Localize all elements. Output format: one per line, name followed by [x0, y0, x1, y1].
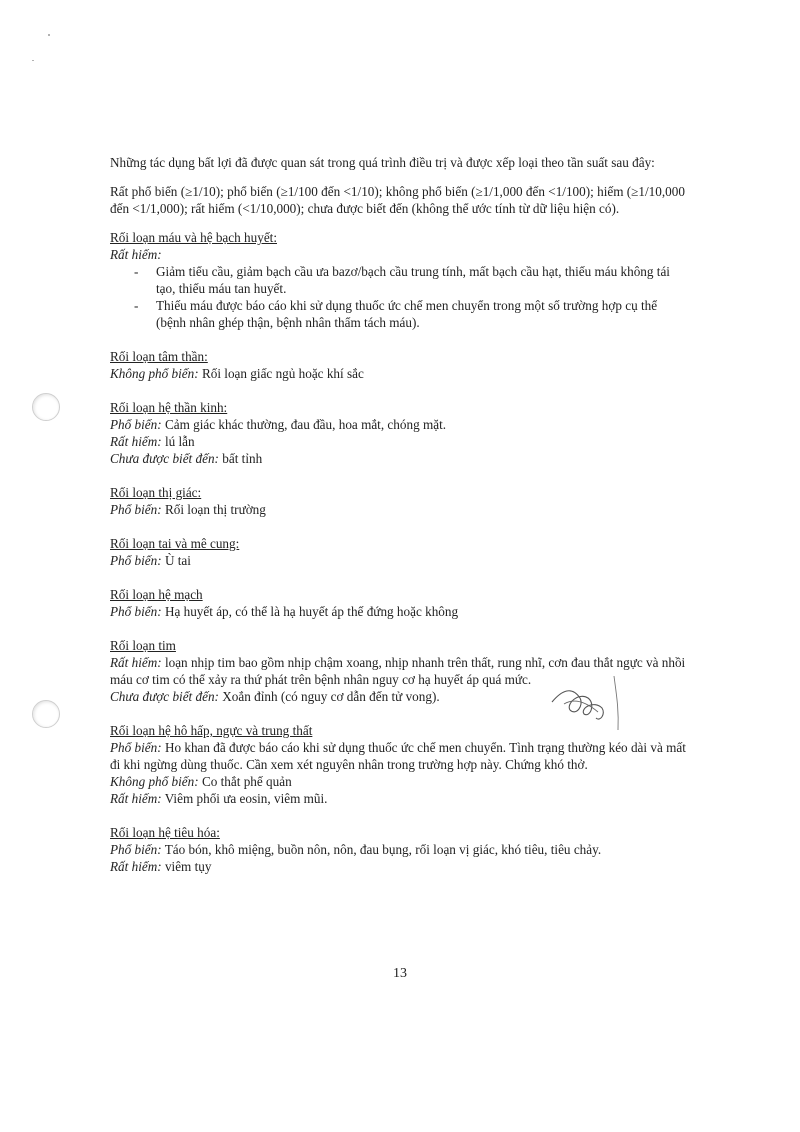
section-vision	[110, 484, 690, 518]
scan-speck	[48, 34, 50, 36]
effect-line	[110, 858, 690, 875]
section-neuro	[110, 399, 690, 467]
section-heading: Rối loạn hệ hô hấp, ngực và trung thất	[110, 723, 313, 738]
section-heading: Rối loạn hệ thần kinh:	[110, 400, 228, 415]
frequency-label: Phổ biến:	[110, 842, 162, 857]
effect-line	[110, 603, 690, 620]
effect-text: Táo bón, khô miệng, buồn nôn, nôn, đau bụng, rối loạn vị giác, khó tiêu, tiêu chảy.	[161, 842, 602, 857]
effect-text: Co thắt phế quản	[198, 774, 292, 789]
frequency-label: Phổ biến:	[110, 417, 162, 432]
effect-line	[110, 552, 690, 569]
section-heading: Rối loạn máu và hệ bạch huyết:	[110, 230, 277, 245]
frequency-label: Phổ biến:	[110, 553, 162, 568]
frequency-label: Rất hiếm:	[110, 859, 162, 874]
effect-text: Hạ huyết áp, có thể là hạ huyết áp thế đứng hoặc không	[161, 604, 459, 619]
page-number: 13	[393, 966, 407, 981]
frequency-label: Rất hiếm:	[110, 434, 162, 449]
effect-line	[110, 450, 690, 467]
effect-text: bất tỉnh	[218, 451, 263, 466]
frequency-label: Rất hiếm:	[110, 791, 162, 806]
section-gastro	[110, 824, 690, 875]
effect-text: Ho khan đã được báo cáo khi sử dụng thuốc ức chế men chuyển. Tình trạng thường kéo dài và mất đi khi ngừng dùng thuốc. Cần xem xét nguyên nhân trong trường hợp này. Chứng khó thở.	[110, 740, 686, 772]
effect-line	[110, 773, 690, 790]
section-respiratory	[110, 722, 690, 807]
frequency-label: Rất hiếm:	[110, 247, 162, 262]
punch-hole	[32, 393, 60, 421]
effect-text: Viêm phổi ưa eosin, viêm mũi.	[161, 791, 328, 806]
frequency-label: Chưa được biết đến:	[110, 689, 219, 704]
list-item: - Thiếu máu được báo cáo khi sử dụng thuốc ức chế men chuyển trong một số trường hợp cụ thể (bệnh nhân ghép thận, bệnh nhân thẩm tách máu).	[156, 297, 690, 331]
document-body	[110, 154, 690, 875]
frequency-definitions: Rất phổ biến (≥1/10); phổ biến (≥1/100 đến <1/10); không phổ biến (≥1/1,000 đến <1/100); hiếm (≥1/10,000 đến <1/1,000); rất hiếm (<1/10,000); chưa được biết đến (không thể ước tính từ dữ liệu hiện có).	[110, 184, 685, 216]
effect-text: Rối loạn thị trường	[161, 502, 266, 517]
section-heading: Rối loạn thị giác:	[110, 485, 202, 500]
effect-text: Cảm giác khác thường, đau đầu, hoa mắt, chóng mặt.	[161, 417, 447, 432]
effect-line	[110, 739, 690, 773]
section-heading: Rối loạn tai và mê cung:	[110, 536, 240, 551]
section-heading: Rối loạn tâm thần:	[110, 349, 208, 364]
effect-line	[110, 365, 690, 382]
intro-paragraph: Những tác dụng bất lợi đã được quan sát trong quá trình điều trị và được xếp loại theo tần suất sau đây:	[110, 155, 655, 170]
frequency-label: Rất hiếm:	[110, 655, 162, 670]
effect-text: Ù tai	[161, 553, 191, 568]
section-heading: Rối loạn hệ mạch	[110, 587, 203, 602]
effect-line	[110, 790, 690, 807]
list-item: - Giảm tiểu cầu, giảm bạch cầu ưa bazơ/bạch cầu trung tính, mất bạch cầu hạt, thiếu máu không tái tạo, thiếu máu tan huyết.	[156, 263, 690, 297]
effect-text: lú lẫn	[161, 434, 195, 449]
section-blood	[110, 229, 690, 331]
effect-text: viêm tụy	[161, 859, 212, 874]
effect-line	[110, 416, 690, 433]
section-heading: Rối loạn tim	[110, 638, 176, 653]
effect-line	[110, 433, 690, 450]
effect-line	[110, 688, 690, 705]
frequency-label: Không phổ biến:	[110, 366, 199, 381]
section-heading: Rối loạn hệ tiêu hóa:	[110, 825, 220, 840]
section-ear	[110, 535, 690, 569]
scan-speck	[32, 60, 34, 61]
frequency-label: Phổ biến:	[110, 740, 162, 755]
section-psych	[110, 348, 690, 382]
effect-line	[110, 654, 690, 688]
frequency-label: Chưa được biết đến:	[110, 451, 219, 466]
blood-effects-list	[110, 263, 690, 331]
section-vascular	[110, 586, 690, 620]
effect-line	[110, 501, 690, 518]
frequency-label: Phổ biến:	[110, 604, 162, 619]
effect-text: Xoắn đỉnh (có nguy cơ dẫn đến tử vong).	[218, 689, 440, 704]
frequency-label: Không phổ biến:	[110, 774, 199, 789]
effect-line	[110, 841, 690, 858]
frequency-label: Phổ biến:	[110, 502, 162, 517]
effect-text: Rối loạn giấc ngủ hoặc khí sắc	[198, 366, 364, 381]
punch-hole	[32, 700, 60, 728]
effect-text: loạn nhịp tim bao gồm nhịp chậm xoang, nhịp nhanh trên thất, rung nhĩ, cơn đau thắt ngực và nhồi máu cơ tim có thể xảy ra thứ phát trên bệnh nhân nguy cơ hạ huyết áp quá mức.	[110, 655, 686, 687]
section-cardiac	[110, 637, 690, 705]
